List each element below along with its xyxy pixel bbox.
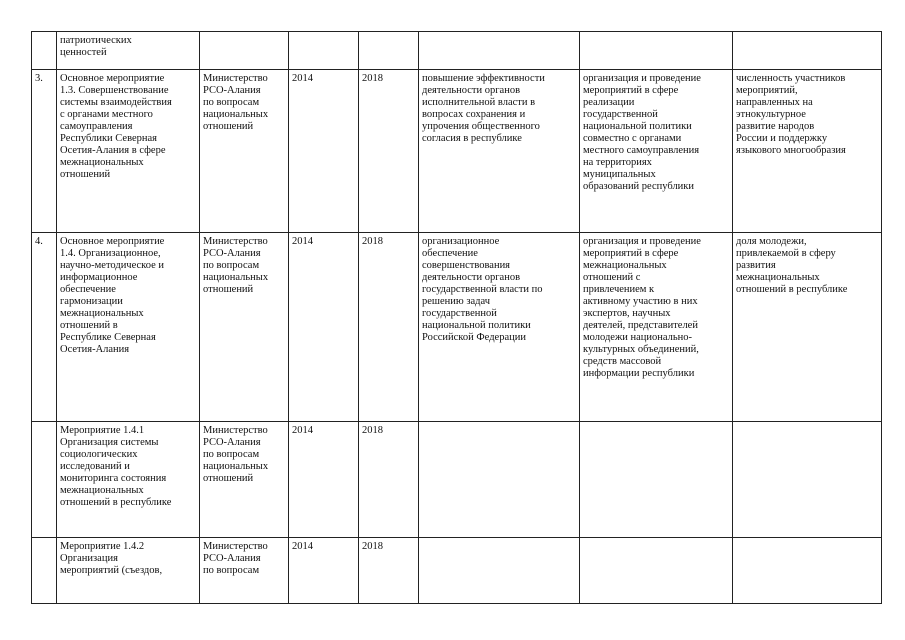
table-row — [32, 233, 882, 422]
table-body — [32, 32, 882, 604]
row-number-cell — [32, 32, 57, 70]
start-year-cell: 2014 — [289, 538, 359, 604]
executor-cell: Министерство РСО-Алания по вопросам — [200, 538, 289, 604]
row-number-cell — [32, 538, 57, 604]
expected-result-cell — [419, 538, 580, 604]
measures-cell — [580, 422, 733, 538]
expected-result-cell — [419, 422, 580, 538]
event-name-cell: Основное мероприятие 1.3. Совершенствование системы взаимодействия с органами местного самоуправления Республики Северная Осетия-Алания в сфере межнациональных отношений — [57, 70, 200, 233]
event-name-cell: Мероприятие 1.4.1 Организация системы социологических исследований и мониторинга состояния межнациональных отношений в республике — [57, 422, 200, 538]
end-year-cell: 2018 — [359, 538, 419, 604]
event-name-cell: патриотических ценностей — [57, 32, 200, 70]
event-name-cell: Мероприятие 1.4.2 Организация мероприятий (съездов, — [57, 538, 200, 604]
end-year-cell: 2018 — [359, 70, 419, 233]
indicator-link-cell — [733, 538, 882, 604]
indicator-link-cell — [733, 32, 882, 70]
event-name-cell: Основное мероприятие 1.4. Организационное, научно-методическое и информационное обеспечение гармонизации межнациональных отношений в Республике Северная Осетия-Алания — [57, 233, 200, 422]
executor-cell — [200, 32, 289, 70]
measures-cell: организация и проведение мероприятий в сфере реализации государственной национальной политики совместно с органами местного самоуправления на территориях муниципальных образований республики — [580, 70, 733, 233]
end-year-cell: 2018 — [359, 422, 419, 538]
expected-result-cell: организационное обеспечение совершенствования деятельности органов государственной власти по решению задач государственной национальной политики Российской Федерации — [419, 233, 580, 422]
table-row — [32, 32, 882, 70]
indicator-link-cell — [733, 422, 882, 538]
indicator-link-cell: доля молодежи, привлекаемой в сферу развития межнациональных отношений в республике — [733, 233, 882, 422]
table-row — [32, 70, 882, 233]
program-events-table — [31, 31, 882, 604]
end-year-cell: 2018 — [359, 233, 419, 422]
measures-cell — [580, 538, 733, 604]
expected-result-cell: повышение эффективности деятельности органов исполнительной власти в вопросах сохранения и упрочения общественного согласия в республике — [419, 70, 580, 233]
start-year-cell — [289, 32, 359, 70]
start-year-cell: 2014 — [289, 422, 359, 538]
row-number-cell: 4. — [32, 233, 57, 422]
executor-cell: Министерство РСО-Алания по вопросам национальных отношений — [200, 422, 289, 538]
row-number-cell — [32, 422, 57, 538]
row-number-cell: 3. — [32, 70, 57, 233]
measures-cell: организация и проведение мероприятий в сфере межнациональных отношений с привлечением к активному участию в них экспертов, научных деятелей, представителей молодежи национально- культурных объединений, средств массовой информации республики — [580, 233, 733, 422]
executor-cell: Министерство РСО-Алания по вопросам национальных отношений — [200, 233, 289, 422]
table-row — [32, 538, 882, 604]
document-page — [31, 31, 881, 604]
expected-result-cell — [419, 32, 580, 70]
table-row — [32, 422, 882, 538]
start-year-cell: 2014 — [289, 70, 359, 233]
measures-cell — [580, 32, 733, 70]
executor-cell: Министерство РСО-Алания по вопросам национальных отношений — [200, 70, 289, 233]
indicator-link-cell: численность участников мероприятий, направленных на этнокультурное развитие народов России и поддержку языкового многообразия — [733, 70, 882, 233]
end-year-cell — [359, 32, 419, 70]
start-year-cell: 2014 — [289, 233, 359, 422]
